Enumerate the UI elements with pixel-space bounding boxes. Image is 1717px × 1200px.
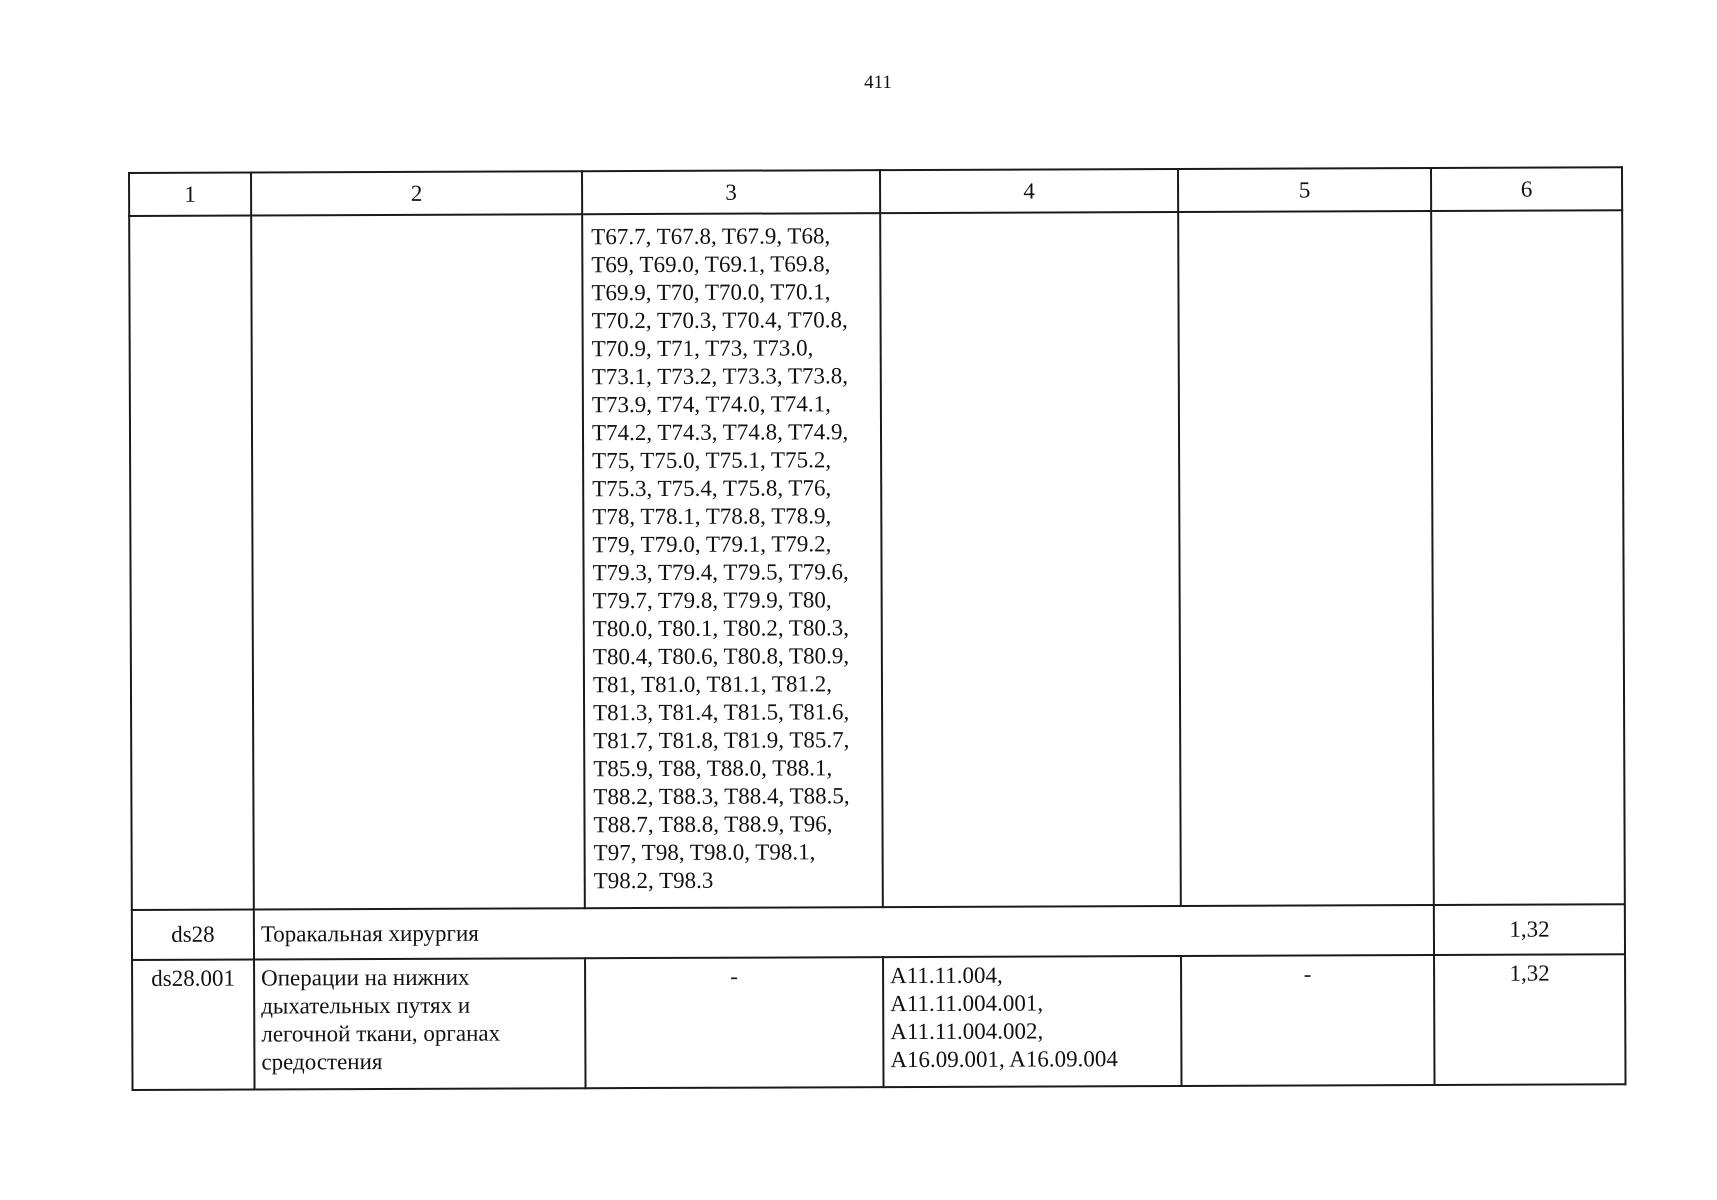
cell-service-codes: A11.11.004, A11.11.004.001, A11.11.004.002, A16.09.001, A16.09.004 [883,956,1181,1087]
table-header-row [129,167,1622,216]
header-cell-1: 1 [129,173,251,216]
header-cell-6: 6 [1431,167,1622,211]
table-row-section [132,904,1625,960]
header-cell-3: 3 [582,170,880,214]
cell-name: Операции на нижних дыхательных путях и легочной ткани, органах средостения [254,958,585,1089]
cell-other-criteria: - [1181,955,1434,1086]
cell-coefficient [1431,210,1625,905]
cell-diagnosis-codes: - [585,957,883,1088]
cell-other-criteria [1178,211,1434,906]
page-number: 411 [864,72,892,93]
table-row [132,954,1625,1090]
header-cell-4: 4 [880,169,1178,213]
table-row [129,210,1625,910]
cell-coefficient: 1,32 [1434,954,1625,1085]
cell-code: ds28.001 [132,960,254,1090]
ksg-table [128,166,1627,1091]
header-cell-5: 5 [1178,168,1431,212]
cell-code [129,216,254,910]
cell-section-coefficient: 1,32 [1434,904,1625,955]
cell-service-codes [880,212,1181,907]
cell-section-name: Торакальная хирургия [254,905,1434,960]
header-cell-2: 2 [251,171,582,215]
cell-diagnosis-codes: T67.7, T67.8, T67.9, T68, T69, T69.0, T69.1, T69.8, T69.9, T70, T70.0, T70.1, T70.2, T70.3, T70.4, T70.8, T70.9, T71, T73, T73.0, T73.1, T73.2, T73.3, T73.8, T73.9, T74, T74.0, T74.1, T74.2, T74.3, T74.8, T74.9, T75, T75.0, T75.1, T75.2, T75.3, T75.4, T75.8, T76, T78, T78.1, T78.8, T78.9, T79, T79.0, T79.1, T79.2, T79.3, T79.4, T79.5, T79.6, T79.7, T79.8, T79.9, T80, T80.0, T80.1, T80.2, T80.3, T80.4, T80.6, T80.8, T80.9, T81, T81.0, T81.1, T81.2, T81.3, T81.4, T81.5, T81.6, T81.7, T81.8, T81.9, T85.7, T85.9, T88, T88.0, T88.1, T88.2, T88.3, T88.4, T88.5, T88.7, T88.8, T88.9, T96, T97, T98, T98.0, T98.1, T98.2, T98.3 [582,213,883,908]
cell-name [251,214,585,909]
cell-section-code: ds28 [132,910,254,960]
